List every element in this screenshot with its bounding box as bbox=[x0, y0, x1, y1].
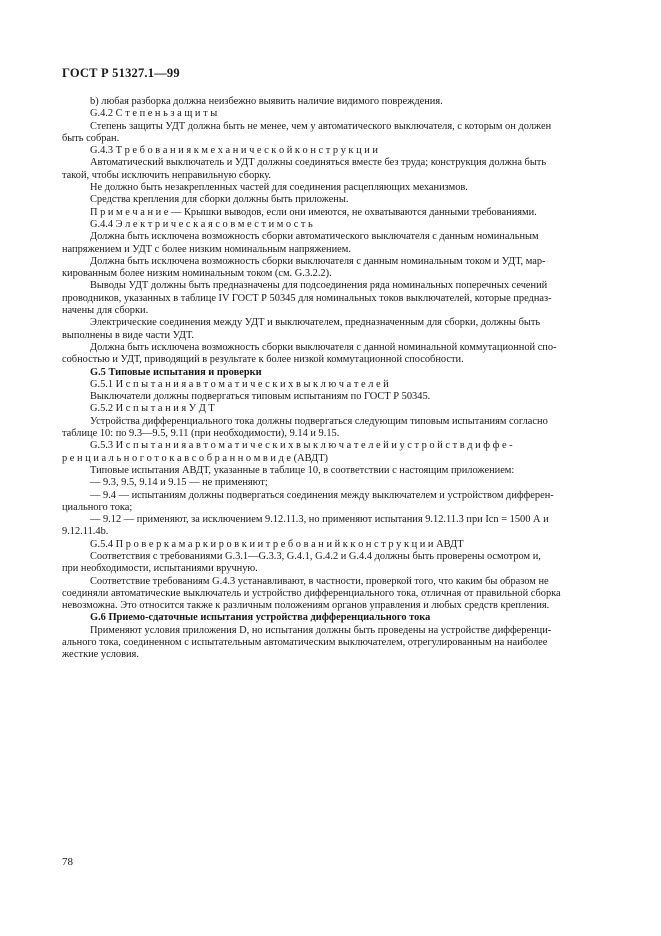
text-line: жесткие условия. bbox=[62, 649, 139, 661]
text-line: П р и м е ч а н и е — Крышки выводов, если они имеются, не охватываются данными требованиями. bbox=[90, 206, 537, 218]
text-line: G.6 Приемо-сдаточные испытания устройства дифференциального тока bbox=[90, 612, 431, 624]
text-line: b) любая разборка должна неизбежно выявить наличие видимого повреждения. bbox=[90, 96, 443, 107]
text-line: невозможна. Это относится также к различным положениям органов управления и любых средств крепления. bbox=[62, 600, 550, 612]
document-body bbox=[62, 96, 598, 662]
text-line: Степень защиты УДТ должна быть не менее, чем у автоматического выключателя, с которым он должен bbox=[90, 120, 552, 132]
text-line: проводников, указанных в таблице IV ГОСТ Р 50345 для номинальных токов выключателей, которые предназ- bbox=[62, 292, 552, 304]
text-line: Автоматический выключатель и УДТ должны соединяться вместе без труда; конструкция должна быть bbox=[90, 157, 547, 169]
text-line: р е н ц и а л ь н о г о т о к а в с о б р а н н о м в и д е (АВДТ) bbox=[62, 452, 329, 464]
text-line: Соответствия с требованиями G.3.1—G.3.3, G.4.1, G.4.2 и G.4.4 должны быть проверены осмотром и, bbox=[90, 550, 541, 562]
text-line: G.5 Типовые испытания и проверки bbox=[90, 366, 262, 378]
text-line: G.5.2 И с п ы т а н и я У Д Т bbox=[90, 403, 215, 415]
page-header: ГОСТ Р 51327.1—99 bbox=[62, 66, 180, 80]
text-line: Соответствие требованиям G.4.3 устанавливают, в частности, проверкой того, что каким бы образом не bbox=[90, 575, 549, 587]
text-line: кированным более низким номинальным током (см. G.3.2.2). bbox=[62, 268, 332, 280]
text-line: напряжением и УДТ с более низким номинальным напряжением. bbox=[62, 243, 351, 255]
text-line: выполнены в виде части УДТ. bbox=[62, 329, 194, 341]
text-line: Средства крепления для сборки должны быть приложены. bbox=[90, 194, 349, 206]
text-line: G.5.4 П р о в е р к а м а р к и р о в к и и т р е б о в а н и й к к о н с т р у к ц и и АВДТ bbox=[90, 538, 464, 550]
text-line: Должна быть исключена возможность сборки автоматического выключателя с данным номинальным bbox=[90, 231, 539, 243]
text-line: таблице 10: по 9.3—9.5, 9.11 (при необходимости), 9.14 и 9.15. bbox=[62, 428, 340, 440]
text-line: Должна быть исключена возможность сборки выключателя с данной номинальной коммутационной спо- bbox=[90, 341, 557, 353]
text-line: G.4.2 С т е п е н ь з а щ и т ы bbox=[90, 108, 218, 120]
text-line: ального тока, соединенном с испытательным автоматическим выключателем, отрегулированным на наиболее bbox=[62, 637, 548, 649]
text-line: начены для сборки. bbox=[62, 305, 149, 317]
text-line: Выключатели должны подвергаться типовым испытаниям по ГОСТ Р 50345. bbox=[90, 391, 431, 403]
text-line: G.5.3 И с п ы т а н и я а в т о м а т и ч е с к и х в ы к л ю ч а т е л е й и у с т р о й с т в д и ф ф е - bbox=[90, 440, 513, 452]
text-line: Электрические соединения между УДТ и выключателем, предназначенным для сборки, должны быть bbox=[90, 317, 541, 329]
text-line: Устройства дифференциального тока должны подвергаться следующим типовым испытаниям согласно bbox=[90, 415, 548, 427]
text-line: Не должно быть незакрепленных частей для соединения расцепляющих механизмов. bbox=[90, 182, 468, 194]
text-line: G.4.4 Э л е к т р и ч е с к а я с о в м е с т и м о с т ь bbox=[90, 218, 313, 230]
page-number: 78 bbox=[62, 856, 73, 868]
text-line: быть собран. bbox=[62, 132, 120, 144]
text-line: 9.12.11.4b. bbox=[62, 526, 109, 538]
text-line: при необходимости, испытаниями вручную. bbox=[62, 563, 258, 575]
text-line: — 9.4 — испытаниям должны подвергаться соединения между выключателем и устройством дифферен- bbox=[90, 489, 554, 501]
text-line: G.4.3 Т р е б о в а н и я к м е х а н и ч е с к о й к о н с т р у к ц и и bbox=[90, 145, 378, 157]
text-line: собностью и УДТ, приводящий в результате к более низкой коммутационной способности. bbox=[62, 354, 464, 366]
text-line: циального тока; bbox=[62, 501, 133, 513]
text-line: G.5.1 И с п ы т а н и я а в т о м а т и ч е с к и х в ы к л ю ч а т е л е й bbox=[90, 378, 389, 390]
text-line: такой, чтобы исключить неправильную сборку. bbox=[62, 169, 271, 181]
text-line: Выводы УДТ должны быть предназначены для подсоединения ряда номинальных поперечных сечений bbox=[90, 280, 548, 292]
text-line: Типовые испытания АВДТ, указанные в таблице 10, в соответствии с настоящим приложением: bbox=[90, 464, 515, 476]
text-line: Должна быть исключена возможность сборки выключателя с данным номинальным током и УДТ, мар- bbox=[90, 255, 546, 267]
text-line: соединяли автоматические выключатель и устройство дифференциального тока, отличная от правильной сборка bbox=[62, 587, 561, 599]
text-line: Применяют условия приложения D, но испытания должны быть проведены на устройстве дифференци- bbox=[90, 624, 552, 636]
text-line: — 9.3, 9.5, 9.14 и 9.15 — не применяют; bbox=[90, 477, 268, 489]
text-line: — 9.12 — применяют, за исключением 9.12.11.3, но применяют испытания 9.12.11.3 при Icn = 1500 А и bbox=[90, 514, 549, 526]
